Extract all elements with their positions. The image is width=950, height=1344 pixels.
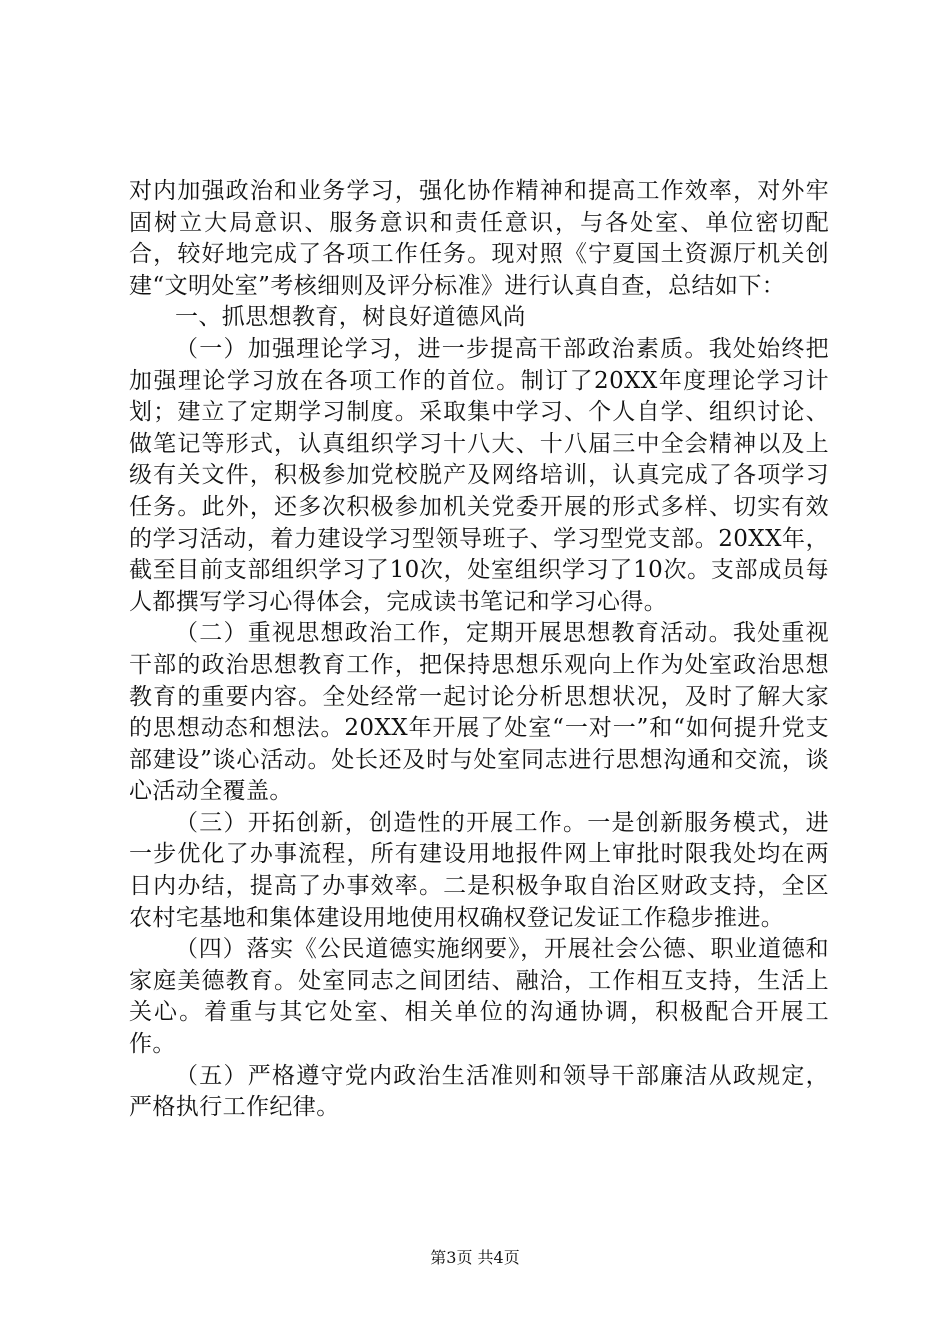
paragraph-item-1: （一）加强理论学习，进一步提高干部政治素质。我处始终把加强理论学习放在各项工作的首位。制订了20XX年度理论学习计划；建立了定期学习制度。采取集中学习、个人自学、组织讨论、做笔记等形式，认真组织学习十八大、十八届三中全会精神以及上级有关文件，积极参加党校脱产及网络培训，认真完成了各项学习任务。此外，还多次积极参加机关党委开展的形式多样、切实有效的学习活动，着力建设学习型领导班子、学习型党支部。20XX年，截至目前支部组织学习了10次，处室组织学习了10次。支部成员每人都撰写学习心得体会，完成读书笔记和学习心得。 — [129, 335, 829, 615]
paragraph-item-2: （二）重视思想政治工作，定期开展思想教育活动。我处重视干部的政治思想教育工作，把保持思想乐观向上作为处室政治思想教育的重要内容。全处经常一起讨论分析思想状况，及时了解大家的思想动态和想法。20XX年开展了处室“一对一”和“如何提升党支部建设”谈心活动。处长还及时与处室同志进行思想沟通和交流，谈心活动全覆盖。 — [129, 620, 829, 805]
page-number-footer: 第3页 共4页 — [430, 1248, 520, 1267]
document-body — [129, 176, 829, 1124]
paragraph-intro: 对内加强政治和业务学习，强化协作精神和提高工作效率，对外牢固树立大局意识、服务意识和责任意识，与各处室、单位密切配合，较好地完成了各项工作任务。现对照《宁夏国土资源厅机关创建“文明处室”考核细则及评分标准》进行认真自查，总结如下： — [129, 178, 829, 299]
paragraph-item-4: （四）落实《公民道德实施纲要》，开展社会公德、职业道德和家庭美德教育。处室同志之间团结、融洽，工作相互支持，生活上关心。着重与其它处室、相关单位的沟通协调，积极配合开展工作。 — [129, 936, 829, 1058]
paragraph-item-5: （五）严格遵守党内政治生活准则和领导干部廉洁从政规定，严格执行工作纪律。 — [129, 1062, 829, 1121]
paragraph-item-3: （三）开拓创新，创造性的开展工作。一是创新服务模式，进一步优化了办事流程，所有建设用地报件网上审批时限我处均在两日内办结，提高了办事效率。二是积极争取自治区财政支持，全区农村宅基地和集体建设用地使用权确权登记发证工作稳步推进。 — [129, 809, 829, 931]
section-heading: 一、抓思想教育，树良好道德风尚 — [175, 304, 526, 331]
